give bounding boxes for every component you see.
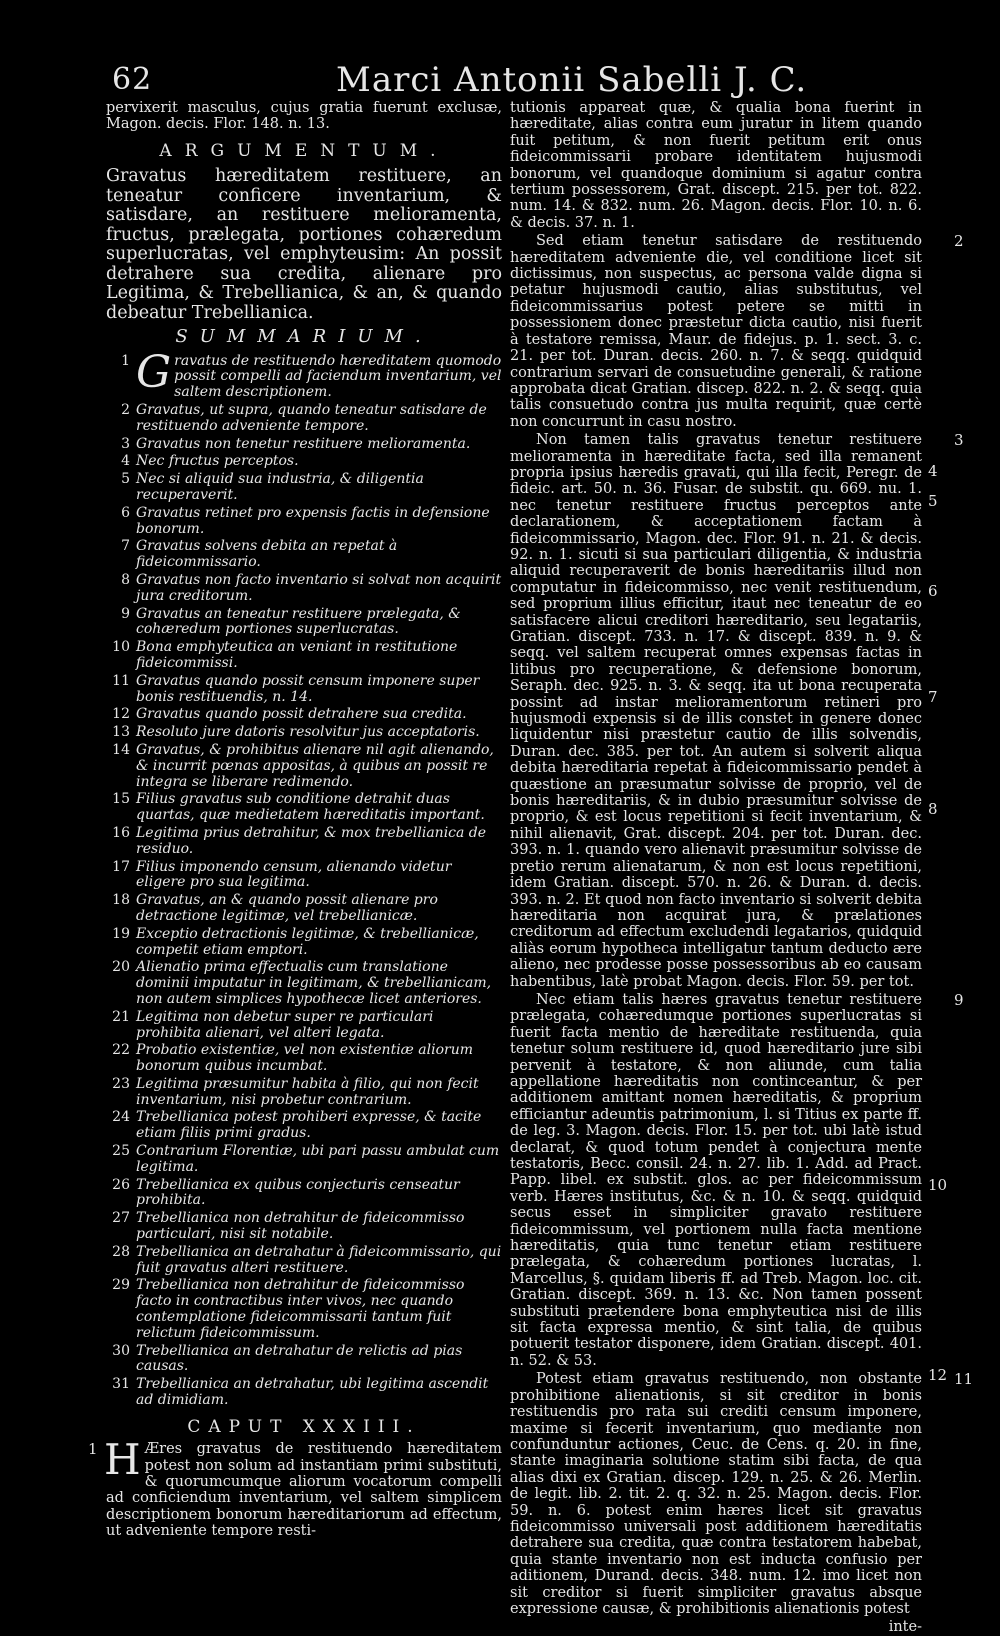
summarium-item [106,573,502,605]
summarium-item [106,1211,502,1243]
caput-title: CAPUT XXXIII. [187,1416,421,1437]
summarium-number: 10 [112,639,130,656]
summarium-text: Trebellianica non detrahitur de fideicommisso particulari, nisi sit notabile. [136,1210,465,1243]
summarium-text: Contrarium Florentiæ, ubi pari passu ambulat cum legitima. [136,1143,500,1175]
summarium-number: 25 [112,1143,130,1160]
summarium-text: Gravatus an teneatur restituere prælegata, & cohæredum portiones superlucratas. [136,605,461,638]
summarium-item [106,506,502,538]
running-title: Marci Antonii Sabelli J. C. [336,60,808,100]
summarium-number: 2 [121,402,130,419]
summarium-number: 19 [112,925,130,942]
continuation-text: pervixerit masculus, cujus gratia fuerunt exclusæ, Magon. decis. Flor. 148. n. 13. [106,100,502,133]
summarium-item [106,1245,502,1277]
summarium-number: 3 [121,435,130,452]
summarium-number: 20 [112,959,130,976]
summarium-text: Legitima non debetur super re particulari prohibita alienari, vel alteri legata. [136,1008,434,1041]
summarium-item [106,539,502,571]
summarium-text: Legitima præsumitur habita à filio, qui non fecit inventarium, nisi probetur contrarium. [136,1075,479,1108]
summarium-text: Trebellianica an detrahatur à fideicommissario, qui fuit gravatus alteri restituere. [136,1243,502,1276]
summarium-item [106,743,502,790]
summarium-text: Gravatus, & prohibitus alienare nil agit alienando, & incurrit pœnas appositas, à quibus an possit re integra se liberare redimendo. [136,741,494,790]
margin-number: 8 [928,800,938,818]
summarium-item [106,1010,502,1042]
summarium-item [106,1377,502,1409]
body-paragraph [510,990,964,1369]
right-column [510,100,974,1636]
body-paragraph [510,431,964,990]
summarium-text: Nec fructus perceptos. [136,453,299,470]
body-paragraph [510,1370,974,1617]
summarium-text: Trebellianica ex quibus conjecturis censeatur prohibita. [136,1176,460,1209]
summarium-item [106,826,502,858]
summarium-number: 4 [121,453,130,470]
summarium-item [106,472,502,504]
catchword: inte- [888,1619,922,1636]
paragraph-text: Potest etiam gravatus restituendo, non obstante prohibitione alienationis, si sit creditor in bonis restituendis pro rata sui crediti censum imponere, maxime si fecerit inventarium, quo mediante non confunduntur actiones, Ceuc. de Cens. q. 20. in fine, stante imaginaria solutione statim sibi facta, de qua alias dixi ex Gratian. discep. 129. n. 25. & 26. Merlin. de legit. lib. 2. tit. 2. q. 32. n. 25. Magon. decis. Flor. 59. n. 6. potest enim hæres licet sit gravatus fideicommisso universali post additionem hæreditatis detrahere sua credita, quæ contra testatorem habebat, quia stante inventario non est inducta confusio per aditionem, Durand. decis. 348. num. 12. imo licet non sit creditor si fuerit simpliciter gravatus absque expressione causæ, & prohibitionis alienationis potest [510,1371,922,1617]
argumentum-title: ARGUMENTUM. [159,140,449,161]
summarium-item [106,960,502,1007]
paragraph-text: Sed etiam tenetur satisdare de restituendo hæreditatem adveniente die, vel conditione licet sit dictissimus, non suspectus, ac persona valde digna si petatur hujusmodi cautio, alias substitutus, vel fideicommissarius potest petere se mitti in possessionem donec præstetur dicta cautio, nisi fuerit à testatore remissa, Maur. de fidejus. p. 1. sect. 3. c. 21. per tot. Duran. decis. 260. n. 7. & seqq. quidquid contrarium servari de consuetudine generali, & ratione approbata dicat Gratian. discep. 822. n. 2. & seqq. quia talis consuetudo contra jus multa requirit, quæ certè non concurrunt in casu nostro. [510,233,922,430]
margin-number: 1 [88,1440,98,1459]
summarium-text: Gravatus, an & quando possit alienare pro detractione legitimæ, vel trebellianicæ. [136,892,438,924]
summarium-text: Trebellianica potest prohiberi expresse, & tacite etiam filiis primi gradus. [136,1109,482,1142]
summarium-number: 24 [112,1109,130,1126]
summarium-item [106,725,502,741]
margin-number: 10 [928,1176,948,1194]
summarium-number: 6 [121,504,130,521]
caput-text: Æres gravatus de restituendo hæreditatem potest non solum ad instantiam primi substituti, & quorumcumque aliorum vocatorum compelli ad conficiendum inventarium, vel saltem simplicem descriptionem bonorum hæreditariorum ad effectum, ut adveniente tempore resti- [106,1441,502,1540]
initial-letter: G [136,346,172,398]
summarium-item [106,792,502,824]
summarium-number: 21 [112,1008,130,1025]
margin-number: 5 [928,492,938,510]
summarium-number: 17 [112,858,130,875]
summarium-number: 15 [112,791,130,808]
summarium-text: Trebellianica an detrahatur, ubi legitima ascendit ad dimidiam. [136,1376,489,1409]
margin-number: 9 [954,990,964,1009]
summarium-item [106,403,502,435]
summarium-number: 8 [121,571,130,588]
argumentum-text: Gravatus hæreditatem restituere, an teneatur conficere inventarium, & satisdare, an restituere melioramenta, fructus, prælegata, portiones cohæredum superlucratas, vel emphyteusim: An possit detrahere sua credita, alienare pro Legitima, & Trebellianica, & an, & quando debeatur Trebellianica. [106,166,502,323]
summarium-text: Gravatus non facto inventario si solvat non acquirit jura creditorum. [136,571,502,604]
summarium-item [106,437,502,453]
summarium-number: 7 [121,538,130,555]
paragraph-text: Nec etiam talis hæres gravatus tenetur restituere prælegata, cohæredumque portiones superlucratas si fuerit facta mentio de hæreditate restituenda, quia tenetur solum restituere id, quod hæreditario jure sibi pervenit à testatore, & non aliunde, cum talia appellatione hæreditatis non continceantur, & per additionem amittant nomen hæreditatis, & proprium efficiantur adeuntis patrimonium, l. si Titius ex parte ff. de leg. 3. Magon. decis. Flor. 15. per tot. ubi latè istud declarat, & quod totum pendet à conjectura mente testatoris, Becc. consil. 24. n. 27. lib. 1. Add. ad Pract. Papp. libel. ex substit. glos. ac per fideicommissum verb. Hæres institutus, &c. & n. 10. & seqq. quidquid secus esset in simpliciter gravato restituere fideicommissum, vel portionem nulla facta mentione hæreditatis, quia tunc tenetur etiam restituere prælegata, & cohæredum portiones lucratas, l. Marcellus, §. quidam liberis ff. ad Treb. Magon. loc. cit. Gratian. discept. 369. n. 13. &c. Non tamen possent substituti prætendere bona emphyteutica nisi de illis sit facta expressa mentio, & sint talia, de quibus potuerit testator disponere, idem Gratian. discept. 401. n. 52. & 53. [510,991,922,1369]
summarium-text: Bona emphyteutica an veniant in restitutione fideicommissi. [136,639,458,671]
summarium-item [106,1178,502,1210]
paragraph-text: Non tamen talis gravatus tenetur restituere melioramenta in hæreditate facta, sed illa remanent propria ipsius hæredis gravati, qui illa fecit, Peregr. de fideic. art. 50. n. 36. Fusar. de substit. qu. 669. nu. 1. nec tenetur restituere fructus perceptos ante declarationem, & acceptationem factam à fideicommissario, Magon. dec. Flor. 91. n. 21. & decis. 92. n. 1. sicuti si sua particulari diligentia, & industria aliquid recuperaverit de bonis hæreditariis illud non computatur in fideicommisso, nec venit restituendum, sed proprium illius efficitur, itaut nec teneatur de eo satisfacere alicui creditori hæreditario, seu legatariis, Gratian. discept. 733. n. 17. & discept. 839. n. 9. & seqq. vel saltem recuperat omnes expensas factas in litibus pro recuperatione, & defensione bonorum, Seraph. dec. 925. n. 3. & seqq. ita ut bona recuperata possint ad instar melioramentorum retineri pro hujusmodi expensis si de illis constet in genere donec liquidentur nisi præstetur cautio de illis solvendis, Duran. dec. 385. per tot. An autem si solverit aliqua debita hæreditaria repetat à fideicommissario pendet à quæstione an præsumatur solvisse de proprio, vel de bonis hæreditariis, & in dubio præsumitur solvisse de proprio, & est locus repetitioni si fecit inventarium, & nihil alienavit, Grat. discept. 204. per tot. Duran. dec. 393. n. 1. quando vero alienavit præsumitur solvisse de pretio rerum alienatarum, & non est locus repetitioni, idem Gratian. discept. 570. n. 26. & Duran. d. decis. 393. n. 2. Et quod non facto inventario si solverit debita hæreditaria non acquirat jura, & prælationes creditorum ad effectum excludendi legatarios, quidquid aliàs eorum hypotheca intelligatur tantum deducto ære alieno, nec prodesse posse possessoribus ab eo causam habentibus, latè probat Magon. decis. Flor. 59. per tot. [510,432,922,990]
summarium-item [106,1344,502,1376]
summarium-item [106,1043,502,1075]
summarium-item [106,1077,502,1109]
margin-number: 11 [954,1370,974,1389]
summarium-item [106,1110,502,1142]
summarium-number: 31 [112,1376,130,1393]
summarium-number: 26 [112,1176,130,1193]
summarium-number: 23 [112,1075,130,1092]
left-column [88,100,502,1540]
summarium-number: 1 [121,352,130,369]
summarium-text: Gravatus quando possit censum imponere super bonis restituendis, n. 14. [136,672,480,705]
summarium-text: Gravatus, ut supra, quando teneatur satisdare de restituendo adveniente tempore. [136,402,487,434]
summarium-text: Gravatus quando possit detrahere sua credita. [136,706,467,723]
summarium-text: Trebellianica an detrahatur de relictis ad pias causas. [136,1342,463,1375]
body-paragraph [510,100,922,231]
summarium-number: 9 [121,605,130,622]
summarium-item [106,1278,502,1341]
margin-number: 2 [954,232,964,251]
summarium-number: 16 [112,824,130,841]
summarium-text: ravatus de restituendo hæreditatem quomodo possit compelli ad faciendum inventarium, vel saltem descriptionem. [174,352,502,401]
summarium-text: Alienatio prima effectualis cum translatione dominii imputatur in legitimam, & trebellianicam, non autem simplices hypothecæ licet anteriores. [136,959,492,1007]
summarium-number: 5 [121,471,130,488]
summarium-item [106,893,502,925]
summarium-number: 30 [112,1342,130,1359]
summarium-text: Resoluto jure datoris resolvitur jus acceptatoris. [136,724,480,741]
page-number: 62 [112,62,153,97]
summarium-text: Gravatus retinet pro expensis factis in defensione bonorum. [136,504,490,537]
margin-number: 3 [954,431,964,450]
summarium-text: Gravatus solvens debita an repetat à fideicommissario. [136,538,398,571]
margin-number: 6 [928,582,938,600]
summarium-text: Trebellianica non detrahitur de fideicommisso facto in contractibus inter vivos, nec quando contemplatione fideicommissarii tantum fuit relictum fideicommissum. [136,1277,465,1341]
paragraph-text: tutionis appareat quæ, & qualia bona fuerint in hæreditate, alias contra eum juratur in litem quando fuit petitum, & non fuerit petitum erit onus fideicommissarii probare identitatem hujusmodi bonorum, vel quandoque dominium si agatur contra tertium possessorem, Grat. discept. 215. per tot. 822. num. 14. & 832. num. 26. Magon. decis. Flor. 10. n. 6. & decis. 37. n. 1. [510,100,922,231]
summarium-text: Nec si aliquid sua industria, & diligentia recuperaverit. [136,471,424,503]
summarium-number: 12 [112,706,130,723]
summarium-text: Filius gravatus sub conditione detrahit duas quartas, quæ medietatem hæreditatis important. [136,791,485,824]
summarium-text: Filius imponendo censum, alienando videtur eligere pro sua legitima. [136,858,452,891]
summarium-number: 11 [112,672,130,689]
summarium-item [106,927,502,959]
summarium-item [106,674,502,706]
summarium-text: Gravatus non tenetur restituere melioramenta. [136,435,471,452]
summarium-list [106,346,502,1409]
summarium-item [106,640,502,672]
summarium-number: 28 [112,1243,130,1260]
caput-text-block [88,1435,502,1540]
summarium-item [106,607,502,639]
summarium-text: Exceptio detractionis legitimæ, & trebellianicæ, competit etiam emptori. [136,925,479,958]
summarium-number: 13 [112,724,130,741]
margin-number: 4 [928,462,938,480]
summarium-title: SUMMARIUM. [175,326,433,348]
initial-letter: H [104,1435,141,1485]
summarium-number: 22 [112,1042,130,1059]
margin-number: 7 [928,688,938,706]
summarium-item [106,1144,502,1176]
summarium-number: 27 [112,1210,130,1227]
summarium-item [106,860,502,892]
summarium-item [106,454,502,470]
summarium-number: 18 [112,892,130,909]
summarium-text: Legitima prius detrahitur, & mox trebellianica de residuo. [136,824,487,857]
summarium-item [106,346,502,401]
summarium-item [106,707,502,723]
summarium-number: 29 [112,1277,130,1294]
summarium-text: Probatio existentiæ, vel non existentiæ aliorum bonorum quibus incumbat. [136,1042,473,1075]
margin-number: 12 [928,1366,948,1384]
summarium-number: 14 [112,741,130,758]
body-paragraph [510,232,964,430]
